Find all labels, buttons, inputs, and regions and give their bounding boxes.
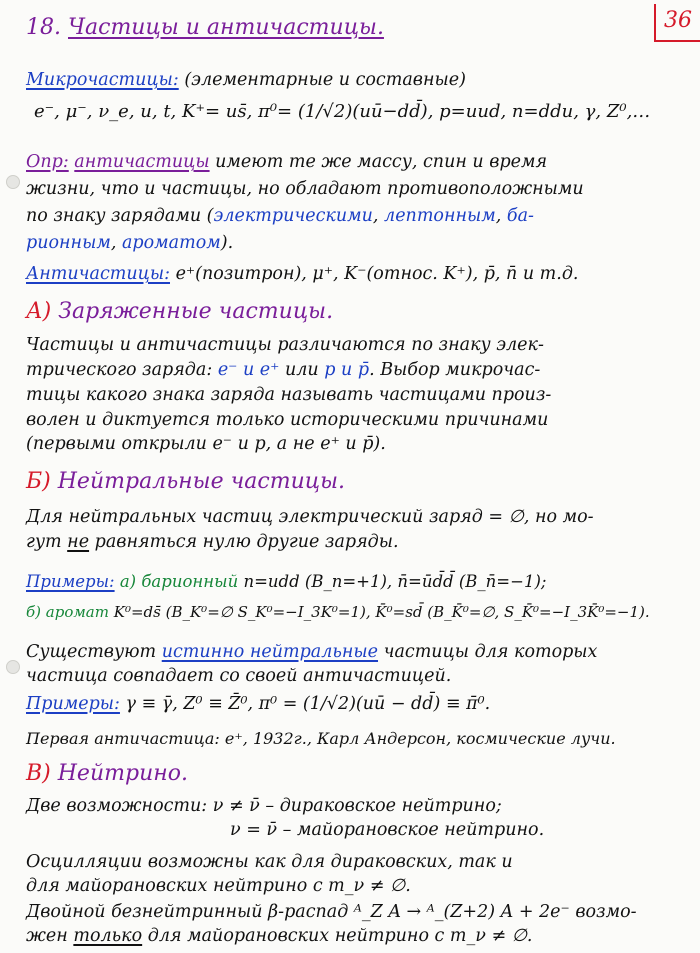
- example-a-formula: n=udd (B_n=+1), n̄=ūd̄d̄ (B_n̄=−1);: [243, 572, 547, 591]
- section-a-text: или: [284, 360, 319, 380]
- examples2-text: γ ≡ γ̄, Z⁰ ≡ Z̄⁰, π⁰ = (1/√2)(uū − dd̄) ≡ π̄⁰.: [125, 694, 491, 714]
- emphasis-not: не: [67, 532, 90, 552]
- true-neutral-line-1: [26, 640, 686, 664]
- definition-line-2: жизни, что и частицы, но обладают противоположными: [26, 179, 584, 199]
- charge-electric: электрическими: [213, 206, 373, 226]
- section-a-text: трического заряда:: [26, 360, 213, 380]
- punctuation: ,: [110, 233, 117, 253]
- oscillation-line-1: Осцилляции возможны как для дираковских, так и: [26, 852, 513, 872]
- definition-line-3: [26, 204, 686, 228]
- true-neutral-line-2: частица совпадает со своей античастицей.: [26, 666, 452, 686]
- example-b-label: б) аромат: [26, 603, 109, 621]
- charge-baryon: ба-: [506, 206, 534, 226]
- majorana-option: ν = ν̄ – майорановское нейтрино.: [230, 820, 545, 840]
- micro-list: e⁻, μ⁻, ν_e, u, t, K⁺= us̄, π⁰= (1/√2)(uū−dd̄), p=uud, n=ddu, γ, Z⁰,…: [34, 101, 651, 122]
- micro-heading: [26, 68, 686, 92]
- section-a-line-3: тицы какого знака заряда называть частицами произ-: [26, 385, 552, 405]
- examples-label: Примеры:: [26, 572, 115, 591]
- section-b-heading: [26, 470, 686, 494]
- section-b-line-2: [26, 530, 686, 554]
- section-b-text: равняться нулю другие заряды.: [94, 532, 399, 552]
- examples2-line: [26, 692, 686, 716]
- antiparticles-text: e⁺(позитрон), μ⁺, K⁻(относ. K⁺), p̄, n̄ и т.д.: [175, 264, 579, 284]
- punctuation: ,: [495, 206, 502, 226]
- binder-hole: [6, 660, 20, 674]
- two-options-line: [26, 794, 686, 818]
- punctuation: ,: [372, 206, 379, 226]
- beta-decay-line-2: [26, 924, 686, 948]
- oscillation-line-2: для майорановских нейтрино с m_ν ≠ ∅.: [26, 876, 411, 896]
- example-a-label: а) барионный: [119, 572, 239, 591]
- definition-term: античастицы: [74, 152, 210, 172]
- section-a-line-5: (первыми открыли e⁻ и p, а не e⁺ и p̄).: [26, 434, 386, 454]
- section-title: [26, 16, 686, 40]
- definition-text: имеют те же массу, спин и время: [215, 152, 548, 172]
- section-c-text: жен: [26, 926, 68, 946]
- section-b-letter: Б): [26, 469, 51, 494]
- definition-line-4: [26, 231, 686, 255]
- section-title-text: Частицы и античастицы.: [68, 15, 384, 40]
- emphasis-only: только: [73, 926, 143, 946]
- definition-line-1: [26, 150, 686, 174]
- section-b-title: Нейтральные частицы.: [57, 469, 346, 494]
- section-a-letter: А): [26, 299, 52, 324]
- antiparticles-label: Античастицы:: [26, 264, 170, 284]
- definition-text: по знаку зарядами (: [26, 206, 214, 226]
- section-b-text: гут: [26, 532, 62, 552]
- section-c-text: для майорановских нейтрино с m_ν ≠ ∅.: [147, 926, 533, 946]
- definition-label: Опр:: [26, 152, 69, 172]
- example-a-line: [26, 570, 686, 594]
- beta-decay-line-1: Двойной безнейтринный β-распад ᴬ_Z A → ᴬ_(Z+2) A + 2e⁻ возмо-: [26, 902, 637, 922]
- micro-paren: (элементарные и составные): [184, 70, 466, 90]
- section-c-heading: [26, 762, 686, 786]
- first-antiparticle-line: Первая античастица: e⁺, 1932г., Карл Андерсон, космические лучи.: [26, 729, 616, 748]
- section-a-line-4: волен и диктуется только историческими причинами: [26, 410, 549, 430]
- section-a-title: Заряженные частицы.: [58, 299, 334, 324]
- binder-hole: [6, 175, 20, 189]
- antiparticles-line: [26, 262, 686, 286]
- charge-lepton: лептонным: [384, 206, 496, 226]
- section-a-line-2: [26, 358, 686, 382]
- micro-label: Микрочастицы:: [26, 70, 179, 90]
- true-neutral-term: истинно нейтральные: [161, 642, 379, 662]
- two-options-label: Две возможности:: [26, 796, 208, 816]
- section-number: 18.: [26, 15, 61, 40]
- section-a-heading: [26, 300, 686, 324]
- example-b-formula: K⁰=ds̄ (B_K⁰=∅ S_K⁰=−I_3K⁰=1), K̄⁰=sd̄ (B_K̄⁰=∅, S_K̄⁰=−I_3K̄⁰=−1).: [113, 603, 650, 621]
- examples2-label: Примеры:: [26, 694, 120, 714]
- section-b-line-1: Для нейтральных частиц электрический заряд = ∅, но мо-: [26, 507, 594, 527]
- charge-baryon-cont: рионным: [26, 233, 111, 253]
- dirac-option: ν ≠ ν̄ – дираковское нейтрино;: [212, 796, 502, 816]
- example-b-line: [26, 600, 686, 624]
- charge-pair-proton: p и p̄: [324, 360, 370, 380]
- charge-pair-electron: e⁻ и e⁺: [217, 360, 280, 380]
- section-a-text: . Выбор микрочас-: [369, 360, 541, 380]
- section-c-letter: В): [26, 761, 51, 786]
- section-c-title: Нейтрино.: [57, 761, 188, 786]
- section-b-text: частицы для которых: [383, 642, 598, 662]
- section-b-text: Существуют: [26, 642, 157, 662]
- charge-aroma: ароматом: [121, 233, 221, 253]
- punctuation: ).: [220, 233, 234, 253]
- section-a-line-1: Частицы и античастицы различаются по знаку элек-: [26, 335, 544, 355]
- page-number: 36: [654, 4, 700, 42]
